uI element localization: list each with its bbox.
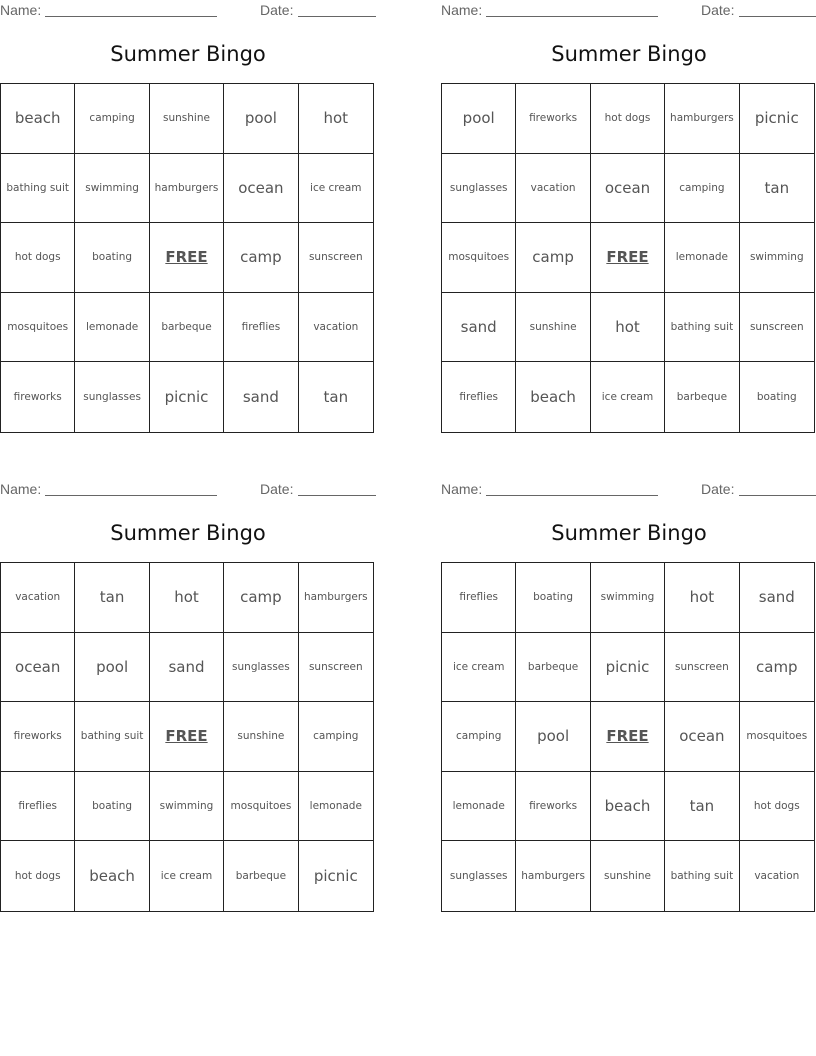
bingo-cell: tan bbox=[665, 772, 739, 842]
bingo-cell: bathing suit bbox=[75, 702, 149, 772]
bingo-cell: hot bbox=[150, 563, 224, 633]
bingo-cell: fireworks bbox=[516, 84, 590, 154]
bingo-cell: hamburgers bbox=[299, 563, 373, 633]
bingo-cell: pool bbox=[75, 633, 149, 703]
bingo-cell: beach bbox=[75, 841, 149, 911]
bingo-cell: lemonade bbox=[75, 293, 149, 363]
date-label: Date: bbox=[260, 481, 294, 497]
bingo-cell: picnic bbox=[150, 362, 224, 432]
bingo-cell: ice cream bbox=[442, 633, 516, 703]
bingo-cell: sand bbox=[442, 293, 516, 363]
bingo-cell: ocean bbox=[665, 702, 739, 772]
free-space-cell: FREE bbox=[150, 702, 224, 772]
bingo-cell: swimming bbox=[591, 563, 665, 633]
bingo-cell: boating bbox=[75, 772, 149, 842]
bingo-cell: hamburgers bbox=[150, 154, 224, 224]
bingo-cell: fireworks bbox=[516, 772, 590, 842]
name-line bbox=[45, 495, 217, 496]
bingo-cell: hot bbox=[591, 293, 665, 363]
bingo-cell: vacation bbox=[516, 154, 590, 224]
bingo-cell: tan bbox=[740, 154, 814, 224]
date-label: Date: bbox=[701, 2, 735, 18]
bingo-cell: sunglasses bbox=[75, 362, 149, 432]
bingo-cell: beach bbox=[591, 772, 665, 842]
bingo-cell: beach bbox=[1, 84, 75, 154]
bingo-cell: barbeque bbox=[150, 293, 224, 363]
bingo-card bbox=[441, 479, 816, 912]
bingo-cell: tan bbox=[75, 563, 149, 633]
bingo-cell: sunscreen bbox=[299, 223, 373, 293]
bingo-cell: sand bbox=[740, 563, 814, 633]
bingo-cell: boating bbox=[75, 223, 149, 293]
bingo-cell: hot dogs bbox=[1, 841, 75, 911]
card-title: Summer Bingo bbox=[110, 521, 266, 545]
bingo-cell: pool bbox=[224, 84, 298, 154]
bingo-cell: lemonade bbox=[665, 223, 739, 293]
bingo-card bbox=[0, 479, 376, 912]
bingo-cell: fireflies bbox=[442, 563, 516, 633]
bingo-cell: picnic bbox=[740, 84, 814, 154]
bingo-cell: sunglasses bbox=[442, 154, 516, 224]
bingo-cell: picnic bbox=[591, 633, 665, 703]
name-line bbox=[486, 495, 658, 496]
bingo-cell: ice cream bbox=[591, 362, 665, 432]
bingo-cell: bathing suit bbox=[1, 154, 75, 224]
bingo-cell: swimming bbox=[740, 223, 814, 293]
name-line bbox=[486, 16, 658, 17]
bingo-cell: beach bbox=[516, 362, 590, 432]
card-title: Summer Bingo bbox=[110, 42, 266, 66]
bingo-cell: hamburgers bbox=[665, 84, 739, 154]
bingo-cell: bathing suit bbox=[665, 841, 739, 911]
date-line bbox=[739, 495, 816, 496]
bingo-cell: tan bbox=[323, 388, 349, 407]
bingo-cell: lemonade bbox=[299, 772, 373, 842]
bingo-grid bbox=[0, 562, 374, 912]
card-title: Summer Bingo bbox=[551, 42, 707, 66]
name-label: Name: bbox=[441, 481, 483, 497]
bingo-cell: sunshine bbox=[150, 84, 224, 154]
name-date-bar bbox=[441, 2, 816, 18]
bingo-cell: vacation bbox=[754, 870, 800, 883]
name-date-bar bbox=[0, 481, 376, 497]
bingo-cell: ice cream bbox=[299, 154, 373, 224]
bingo-cell: camping bbox=[665, 154, 739, 224]
bingo-cell: barbeque bbox=[516, 633, 590, 703]
bingo-cell: vacation bbox=[299, 293, 373, 363]
bingo-cell: barbeque bbox=[224, 841, 298, 911]
date-line bbox=[739, 16, 816, 17]
bingo-grid bbox=[441, 562, 815, 912]
bingo-cell: pool bbox=[442, 84, 516, 154]
bingo-grid bbox=[0, 83, 374, 433]
bingo-cell: vacation bbox=[1, 563, 75, 633]
bingo-cell: fireflies bbox=[442, 362, 516, 432]
bingo-cell: boating bbox=[516, 563, 590, 633]
bingo-cell: ocean bbox=[591, 154, 665, 224]
name-date-bar bbox=[0, 2, 376, 18]
bingo-cell: bathing suit bbox=[665, 293, 739, 363]
date-label: Date: bbox=[701, 481, 735, 497]
bingo-cell: fireworks bbox=[1, 702, 75, 772]
bingo-cell: sunscreen bbox=[299, 633, 373, 703]
name-label: Name: bbox=[0, 481, 42, 497]
bingo-cell: hot dogs bbox=[740, 772, 814, 842]
date-label: Date: bbox=[260, 2, 294, 18]
bingo-cell: ocean bbox=[224, 154, 298, 224]
bingo-cell: pool bbox=[516, 702, 590, 772]
name-line bbox=[45, 16, 217, 17]
bingo-cell: fireflies bbox=[1, 772, 75, 842]
bingo-cell: camping bbox=[299, 702, 373, 772]
bingo-cell: swimming bbox=[150, 772, 224, 842]
bingo-cell: sand bbox=[224, 362, 298, 432]
bingo-cell: picnic bbox=[313, 867, 358, 886]
bingo-cell: sand bbox=[150, 633, 224, 703]
bingo-cell: sunshine bbox=[224, 702, 298, 772]
name-label: Name: bbox=[0, 2, 42, 18]
bingo-cell: camp bbox=[224, 563, 298, 633]
bingo-cell: sunglasses bbox=[224, 633, 298, 703]
bingo-cell: boating bbox=[756, 391, 797, 404]
date-line bbox=[298, 16, 376, 17]
card-title: Summer Bingo bbox=[551, 521, 707, 545]
bingo-card bbox=[441, 0, 816, 433]
bingo-cell: ice cream bbox=[150, 841, 224, 911]
free-space-cell: FREE bbox=[591, 223, 665, 293]
bingo-card bbox=[0, 0, 376, 433]
bingo-cell: ocean bbox=[1, 633, 75, 703]
date-line bbox=[298, 495, 376, 496]
bingo-cell: mosquitoes bbox=[1, 293, 75, 363]
free-space-cell: FREE bbox=[591, 702, 665, 772]
bingo-cell: lemonade bbox=[442, 772, 516, 842]
bingo-cell: camping bbox=[442, 702, 516, 772]
bingo-cell: hamburgers bbox=[516, 841, 590, 911]
bingo-cell: barbeque bbox=[665, 362, 739, 432]
name-label: Name: bbox=[441, 2, 483, 18]
bingo-cell: hot dogs bbox=[591, 84, 665, 154]
bingo-cell: mosquitoes bbox=[442, 223, 516, 293]
bingo-cell: fireflies bbox=[224, 293, 298, 363]
bingo-cell: hot bbox=[299, 84, 373, 154]
name-date-bar bbox=[441, 481, 816, 497]
bingo-cell: hot dogs bbox=[1, 223, 75, 293]
bingo-cell: sunshine bbox=[516, 293, 590, 363]
bingo-cell: camp bbox=[740, 633, 814, 703]
bingo-cell: camping bbox=[75, 84, 149, 154]
bingo-cell: swimming bbox=[75, 154, 149, 224]
bingo-grid bbox=[441, 83, 815, 433]
bingo-cell: sunscreen bbox=[740, 293, 814, 363]
bingo-cell: sunglasses bbox=[442, 841, 516, 911]
bingo-cell: mosquitoes bbox=[224, 772, 298, 842]
bingo-cell: sunscreen bbox=[665, 633, 739, 703]
bingo-cell: camp bbox=[516, 223, 590, 293]
bingo-cell: mosquitoes bbox=[740, 702, 814, 772]
bingo-cell: camp bbox=[224, 223, 298, 293]
bingo-cell: fireworks bbox=[1, 362, 75, 432]
bingo-cell: hot bbox=[665, 563, 739, 633]
bingo-cell: sunshine bbox=[591, 841, 665, 911]
free-space-cell: FREE bbox=[150, 223, 224, 293]
